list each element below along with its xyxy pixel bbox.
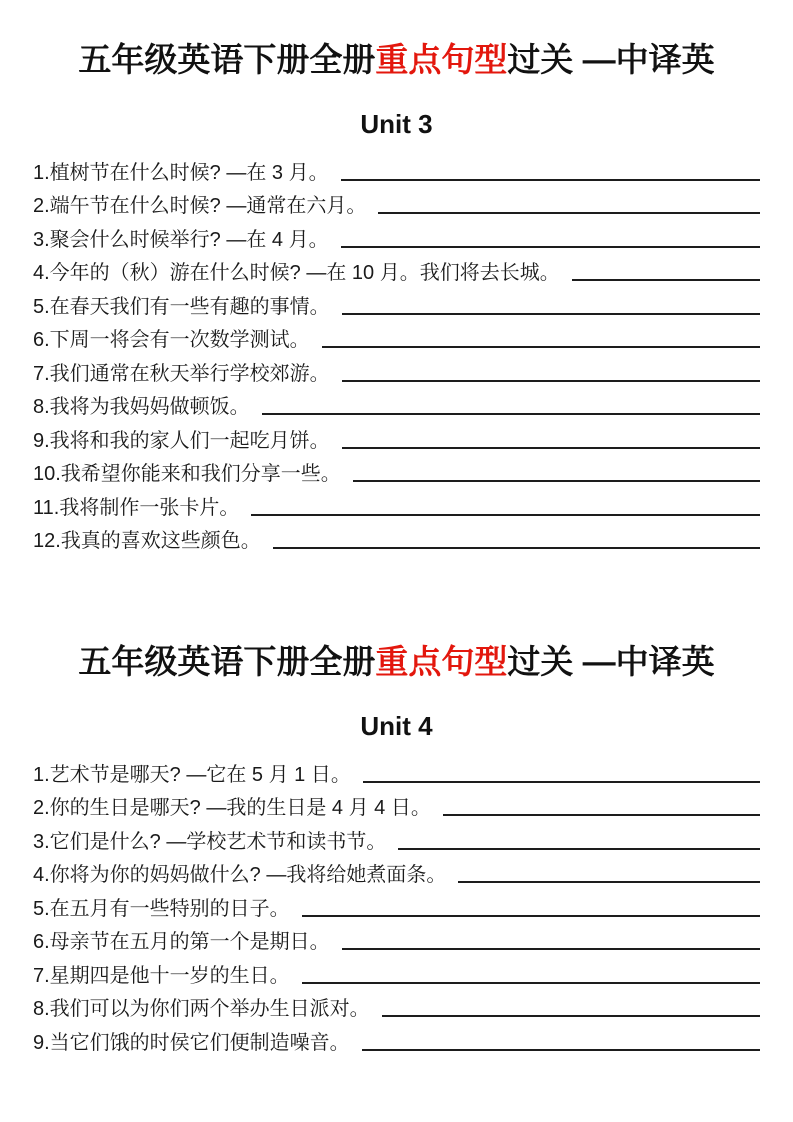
worksheet-item [33,186,760,220]
title-highlight: 重点句型 [375,41,508,78]
answer-blank-line [341,246,760,248]
item-text: 8.我们可以为你们两个举办生日派对。 [33,998,370,1020]
answer-blank-line [342,447,760,449]
worksheet-item [33,454,760,488]
answer-blank-line [362,1049,760,1051]
answer-blank-line [572,279,760,281]
item-text: 1.植树节在什么时候? —在 3 月。 [33,161,329,184]
worksheet-item [33,420,760,454]
item-text: 5.在春天我们有一些有趣的事情。 [33,295,330,318]
worksheet-item [33,521,760,555]
answer-blank-line [342,313,760,315]
worksheet-item [33,320,760,354]
item-text: 9.我将和我的家人们一起吃月饼。 [33,429,330,452]
worksheet-item [33,989,760,1023]
answer-blank-line [342,948,760,950]
answer-blank-line [322,346,760,348]
worksheet-item [33,253,760,287]
item-text: 6.母亲节在五月的第一个是期日。 [33,931,330,953]
item-text: 4.今年的（秋）游在什么时候? —在 10 月。我们将去长城。 [33,262,560,284]
item-text: 8.我将为我妈妈做顿饭。 [33,396,250,418]
answer-blank-line [302,915,760,917]
answer-blank-line [382,1015,760,1017]
worksheet-item [33,888,760,922]
worksheet-item [33,219,760,253]
title-suffix: 过关 —中译英 [507,643,715,680]
answer-blank-line [353,480,760,482]
item-text: 4.你将为你的妈妈做什么? —我将给她煮面条。 [33,864,447,886]
answer-blank-line [398,848,760,850]
title-prefix: 五年级英语下册全册 [78,643,376,680]
worksheet-item [33,487,760,521]
worksheet-item [33,286,760,320]
answer-blank-line [262,413,760,415]
worksheet-item [33,152,760,186]
answer-blank-line [378,212,760,214]
worksheet-item [33,821,760,855]
answer-blank-line [341,179,760,181]
answer-blank-line [363,781,760,783]
unit-heading: Unit 3 [360,109,433,139]
item-text: 2.端午节在什么时候? —通常在六月。 [33,195,367,217]
item-text: 3.它们是什么? —学校艺术节和读书节。 [33,830,387,853]
title-prefix: 五年级英语下册全册 [78,41,376,78]
document-title [33,42,760,78]
section-unit-3 [33,42,760,554]
answer-blank-line [302,982,760,984]
item-text: 5.在五月有一些特别的日子。 [33,897,290,920]
worksheet-item [33,955,760,989]
item-list [33,152,760,554]
title-highlight: 重点句型 [375,643,508,680]
item-text: 7.我们通常在秋天举行学校郊游。 [33,362,330,385]
item-list [33,754,760,1056]
item-text: 10.我希望你能来和我们分享一些。 [33,463,341,485]
item-text: 7.星期四是他十一岁的生日。 [33,964,290,987]
item-text: 6.下周一将会有一次数学测试。 [33,329,310,351]
title-suffix: 过关 —中译英 [507,41,715,78]
document-title [33,644,760,680]
worksheet-item [33,922,760,956]
item-text: 3.聚会什么时候举行? —在 4 月。 [33,228,329,251]
worksheet-item [33,353,760,387]
answer-blank-line [342,380,760,382]
worksheet-item [33,387,760,421]
section-unit-4 [33,644,760,1056]
worksheet-item [33,788,760,822]
answer-blank-line [443,814,760,816]
item-text: 9.当它们饿的时侯它们便制造噪音。 [33,1031,350,1054]
answer-blank-line [458,881,760,883]
item-text: 1.艺术节是哪天? —它在 5 月 1 日。 [33,763,351,786]
answer-blank-line [273,547,760,549]
item-text: 11.我将制作一张卡片。 [33,496,240,519]
worksheet-item [33,1022,760,1056]
answer-blank-line [251,514,760,516]
item-text: 12.我真的喜欢这些颜色。 [33,530,261,552]
worksheet-item [33,754,760,788]
unit-heading: Unit 4 [360,711,433,741]
item-text: 2.你的生日是哪天? —我的生日是 4 月 4 日。 [33,797,431,819]
worksheet-item [33,855,760,889]
